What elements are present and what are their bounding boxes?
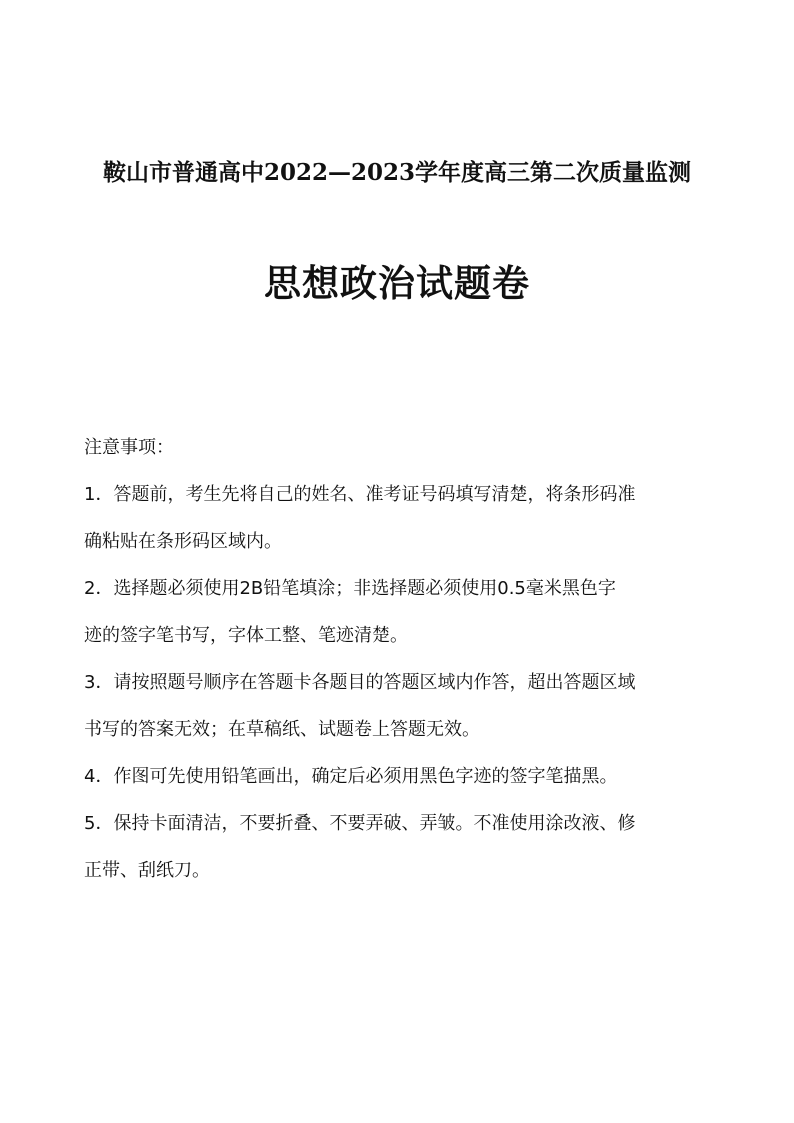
notice-item-5-line-2: 正带、刮纸刀。 xyxy=(84,860,210,881)
notice-heading: 注意事项： xyxy=(84,437,174,458)
notice-item-1-line-2: 确粘贴在条形码区域内。 xyxy=(84,531,282,552)
notice-item-4-line-1: 4．作图可先使用铅笔画出，确定后必须用黑色字迹的签字笔描黑。 xyxy=(84,766,618,787)
notice-item-1 xyxy=(84,471,736,565)
notice-item-5 xyxy=(84,800,736,894)
notice-item-3 xyxy=(84,659,736,753)
notice-item-2 xyxy=(84,565,736,659)
exam-title: 思想政治试题卷 xyxy=(264,261,530,305)
notice-section xyxy=(84,424,736,894)
notice-item-2-line-2: 迹的签字笔书写，字体工整、笔迹清楚。 xyxy=(84,625,408,646)
notice-item-2-line-1: 2．选择题必须使用2B铅笔填涂；非选择题必须使用0.5毫米黑色字 xyxy=(84,578,616,599)
notice-item-5-line-1: 5．保持卡面清洁，不要折叠、不要弄破、弄皱。不准使用涂改液、修 xyxy=(84,813,636,834)
notice-item-1-line-1: 1．答题前，考生先将自己的姓名、准考证号码填写清楚，将条形码准 xyxy=(84,484,636,505)
notice-item-3-line-1: 3．请按照题号顺序在答题卡各题目的答题区域内作答，超出答题区域 xyxy=(84,672,636,693)
notice-item-3-line-2: 书写的答案无效；在草稿纸、试题卷上答题无效。 xyxy=(84,719,480,740)
exam-subtitle: 鞍山市普通高中2022—2023学年度高三第二次质量监测 xyxy=(102,159,692,186)
notice-item-4 xyxy=(84,753,736,800)
